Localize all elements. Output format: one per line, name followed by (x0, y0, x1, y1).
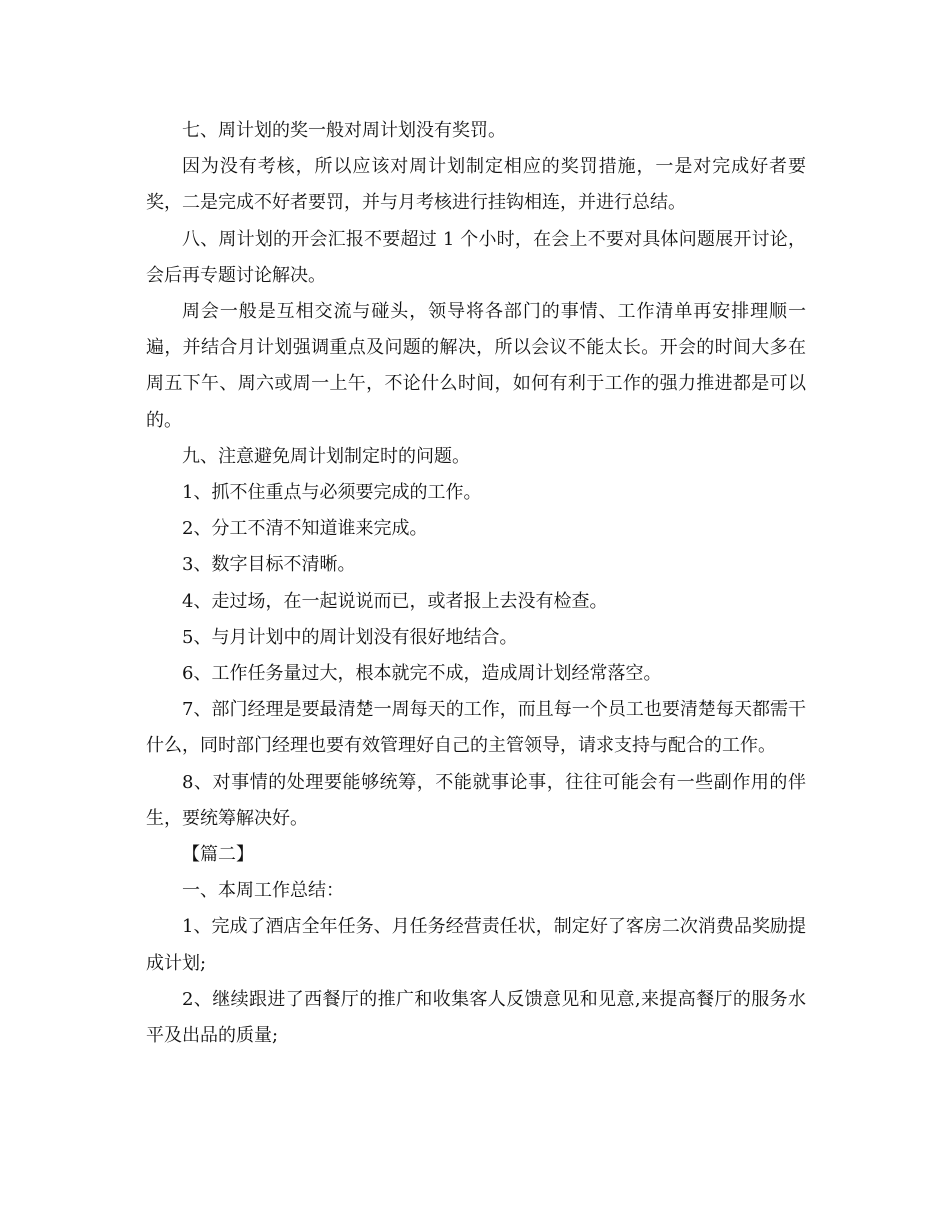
list-item-6: 6、工作任务量过大，根本就完不成，造成周计划经常落空。 (182, 663, 662, 685)
summary-item-2: 2、继续跟进了西餐厅的推广和收集客人反馈意见和见意,来提高餐厅的服务水平及出品的质量; (146, 988, 806, 1047)
list-item-2: 2、分工不清不知道谁来完成。 (182, 518, 428, 540)
paragraph-section-9-title: 九、注意避免周计划制定时的问题。 (182, 445, 470, 467)
paragraph-section-7-title: 七、周计划的奖一般对周计划没有奖罚。 (182, 120, 506, 141)
section-heading-part-two: 【篇二】 (182, 844, 254, 866)
list-item-8: 8、对事情的处理要能够统筹，不能就事论事，往往可能会有一些副作用的伴生，要统筹解决好。 (146, 771, 806, 829)
list-item-7: 7、部门经理是要最清楚一周每天的工作，而且每一个员工也要清楚每天都需干什么，同时部门经理也要有效管理好自己的主管领导，请求支持与配合的工作。 (146, 699, 806, 757)
paragraph-rewards-explanation: 因为没有考核，所以应该对周计划制定相应的奖罚措施，一是对完成好者要奖，二是完成不好者要罚，并与月考核进行挂钩相连，并进行总结。 (146, 156, 806, 214)
list-item-4: 4、走过场，在一起说说而已，或者报上去没有检查。 (182, 590, 608, 612)
list-item-3: 3、数字目标不清晰。 (182, 554, 356, 576)
paragraph-weekly-meeting: 周会一般是互相交流与碰头，领导将各部门的事情、工作清单再安排理顺一遍，并结合月计划强调重点及问题的解决，所以会议不能太长。开会的时间大多在周五下午、周六或周一上午，不论什么时间，如何有利于工作的强力推进都是可以的。 (146, 301, 806, 431)
document-body (146, 113, 806, 1054)
list-item-5: 5、与月计划中的周计划没有很好地结合。 (182, 626, 518, 648)
subheading-weekly-summary: 一、本周工作总结： (182, 880, 344, 902)
paragraph-section-8-title: 八、周计划的开会汇报不要超过 1 个小时，在会上不要对具体问题展开讨论，会后再专题讨论解决。 (146, 228, 806, 286)
summary-item-1: 1、完成了酒店全年任务、月任务经营责任状，制定好了客房二次消费品奖励提成计划; (146, 916, 806, 974)
list-item-1: 1、抓不住重点与必须要完成的工作。 (182, 482, 482, 504)
